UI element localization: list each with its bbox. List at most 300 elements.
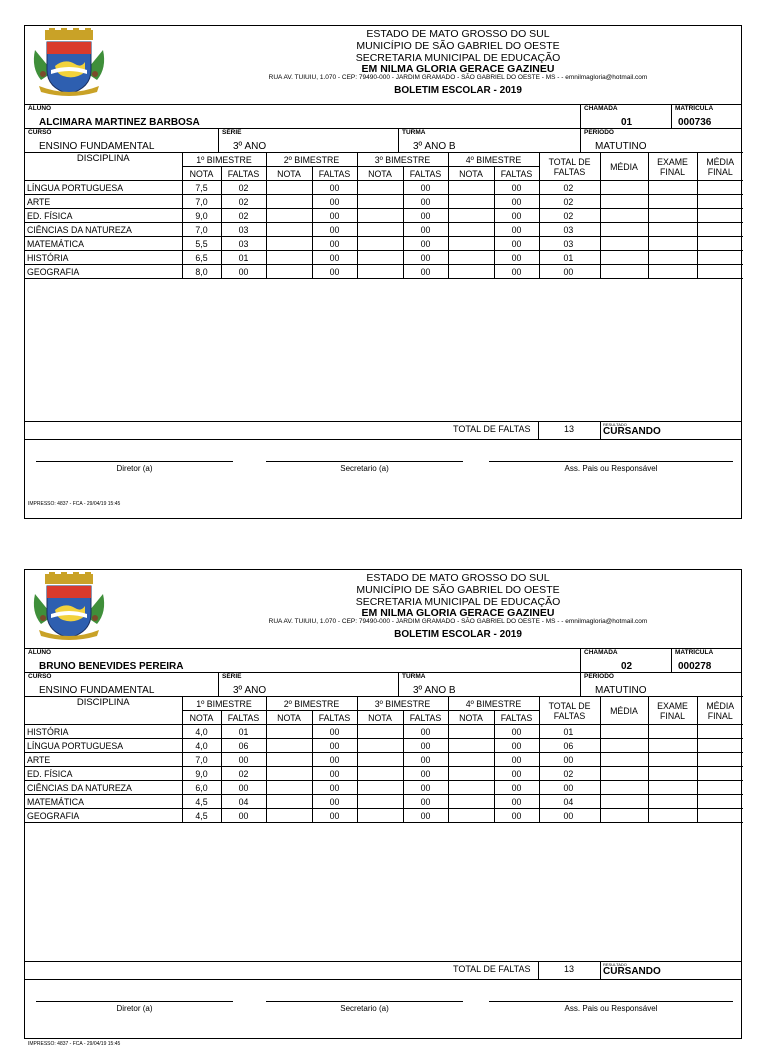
grade-cell [266, 209, 312, 223]
grade-cell [357, 767, 403, 781]
grade-cell: 00 [312, 195, 357, 209]
student-row [25, 648, 741, 673]
report-card-1 [24, 25, 742, 519]
grade-cell: 00 [403, 809, 448, 823]
disciplina-header: DISCIPLINA [25, 153, 182, 181]
grade-cell: 00 [221, 781, 266, 795]
media-header: MÉDIA [600, 697, 648, 725]
grade-cell [600, 809, 648, 823]
total-faltas-label: TOTAL DE FALTAS [453, 964, 531, 974]
secretariat-name: SECRETARIA MUNICIPAL DE EDUCAÇÃO [355, 596, 561, 608]
grade-cell: 00 [403, 767, 448, 781]
bimestre3-header: 3º BIMESTRE [357, 153, 448, 167]
subject-cell: GEOGRAFIA [25, 809, 182, 823]
grade-cell [266, 725, 312, 739]
grade-cell [357, 265, 403, 279]
grade-cell: 7,0 [182, 223, 221, 237]
grade-cell [357, 739, 403, 753]
grade-cell [266, 223, 312, 237]
grade-cell: 00 [403, 781, 448, 795]
grade-cell [600, 209, 648, 223]
grade-cell [357, 725, 403, 739]
card-header [25, 26, 741, 104]
nota-header: NOTA [357, 711, 403, 725]
grade-cell: 00 [494, 251, 539, 265]
municipality-name: MUNICÍPIO DE SÃO GABRIEL DO OESTE [356, 40, 560, 52]
grade-cell [357, 237, 403, 251]
media-final-header: MÉDIA FINAL [697, 153, 743, 181]
grade-cell: 02 [221, 181, 266, 195]
grade-cell: 4,5 [182, 795, 221, 809]
subject-cell: MATEMÁTICA [25, 795, 182, 809]
nota-header: NOTA [448, 711, 494, 725]
grade-cell: 00 [312, 795, 357, 809]
grade-cell [357, 209, 403, 223]
grade-cell [266, 251, 312, 265]
grade-cell [697, 795, 743, 809]
student-name: BRUNO BENEVIDES PEREIRA [39, 661, 184, 672]
grade-cell [600, 237, 648, 251]
disciplina-header: DISCIPLINA [25, 697, 182, 725]
grade-cell [357, 223, 403, 237]
grade-cell: 04 [221, 795, 266, 809]
state-name: ESTADO DE MATO GROSSO DO SUL [366, 572, 550, 584]
grade-cell [600, 767, 648, 781]
grade-cell [357, 809, 403, 823]
secretario-signature-line: Secretario (a) [266, 1001, 463, 1013]
turma-value: 3º ANO B [413, 141, 456, 152]
subject-cell: CIÊNCIAS DA NATUREZA [25, 781, 182, 795]
periodo-label: PERÍODO [584, 129, 614, 136]
matricula-label: MATRÍCULA [675, 649, 714, 656]
grade-cell [697, 265, 743, 279]
grade-cell [648, 753, 697, 767]
course-row [25, 672, 741, 697]
subject-cell: CIÊNCIAS DA NATUREZA [25, 223, 182, 237]
nota-header: NOTA [182, 167, 221, 181]
grade-cell: 02 [539, 195, 600, 209]
grade-cell: 01 [221, 725, 266, 739]
grade-cell: 00 [312, 809, 357, 823]
subject-cell: GEOGRAFIA [25, 265, 182, 279]
grade-cell: 03 [539, 223, 600, 237]
grade-cell: 00 [403, 237, 448, 251]
grade-cell: 00 [403, 725, 448, 739]
grade-cell: 00 [312, 223, 357, 237]
grade-cell [357, 251, 403, 265]
grade-cell: 03 [539, 237, 600, 251]
grade-cell: 01 [221, 251, 266, 265]
grade-cell: 6,5 [182, 251, 221, 265]
grade-cell [266, 181, 312, 195]
grade-cell: 00 [312, 181, 357, 195]
grade-cell: 00 [403, 195, 448, 209]
empty-rows [25, 279, 743, 422]
grade-cell: 06 [221, 739, 266, 753]
responsavel-signature-line: Ass. Pais ou Responsável [489, 1001, 733, 1013]
grade-cell [648, 725, 697, 739]
grade-cell: 00 [494, 767, 539, 781]
grade-cell [357, 753, 403, 767]
grade-cell: 7,5 [182, 181, 221, 195]
secretariat-name: SECRETARIA MUNICIPAL DE EDUCAÇÃO [355, 52, 561, 64]
faltas-header: FALTAS [403, 167, 448, 181]
grade-cell [600, 251, 648, 265]
grade-cell [448, 251, 494, 265]
grade-cell: 7,0 [182, 195, 221, 209]
resultado-label: RESULTADO [603, 962, 627, 967]
header-text [25, 28, 741, 97]
grade-cell: 06 [539, 739, 600, 753]
matricula-value: 000736 [678, 117, 712, 128]
grade-cell [697, 237, 743, 251]
grade-cell: 00 [539, 753, 600, 767]
empty-rows [25, 823, 743, 962]
nota-header: NOTA [448, 167, 494, 181]
grade-cell: 04 [539, 795, 600, 809]
grade-cell: 00 [494, 739, 539, 753]
resultado-value: CURSANDO [603, 426, 661, 437]
table-row [25, 209, 743, 223]
grade-cell [600, 753, 648, 767]
faltas-header: FALTAS [494, 711, 539, 725]
print-footer: IMPRESSO: 4837 - FCA - 29/04/19 15:45 [28, 1041, 121, 1047]
grade-cell: 7,0 [182, 753, 221, 767]
course-row [25, 128, 741, 153]
grade-cell [448, 767, 494, 781]
bimestre3-header: 3º BIMESTRE [357, 697, 448, 711]
bimestre1-header: 1º BIMESTRE [182, 697, 266, 711]
grade-cell: 00 [494, 795, 539, 809]
grade-cell [648, 251, 697, 265]
grade-cell [648, 265, 697, 279]
grade-cell [648, 237, 697, 251]
subject-cell: HISTÓRIA [25, 725, 182, 739]
subject-cell: MATEMÁTICA [25, 237, 182, 251]
faltas-header: FALTAS [221, 711, 266, 725]
grade-cell: 00 [221, 809, 266, 823]
grade-cell [448, 237, 494, 251]
table-row [25, 795, 743, 809]
grade-cell: 9,0 [182, 767, 221, 781]
table-row [25, 739, 743, 753]
grade-cell: 00 [494, 181, 539, 195]
grade-cell: 00 [312, 739, 357, 753]
media-final-header: MÉDIA FINAL [697, 697, 743, 725]
subject-cell: ARTE [25, 195, 182, 209]
subject-cell: LÍNGUA PORTUGUESA [25, 181, 182, 195]
table-row [25, 195, 743, 209]
grade-cell: 4,0 [182, 739, 221, 753]
total-faltas-header: TOTAL DE FALTAS [539, 697, 600, 725]
grade-cell: 00 [494, 809, 539, 823]
grade-cell [448, 739, 494, 753]
grade-cell [266, 795, 312, 809]
grade-cell: 00 [312, 781, 357, 795]
total-faltas-value: 13 [564, 424, 575, 434]
header-text [25, 572, 741, 641]
periodo-value: MATUTINO [595, 685, 647, 696]
grade-cell: 8,0 [182, 265, 221, 279]
turma-label: TURMA [402, 129, 426, 136]
document-title: BOLETIM ESCOLAR - 2019 [394, 629, 522, 640]
nota-header: NOTA [182, 711, 221, 725]
table-row [25, 767, 743, 781]
grade-cell [697, 251, 743, 265]
faltas-header: FALTAS [403, 711, 448, 725]
school-address: RUA AV. TUIUIU, 1.070 - CEP: 79490-000 - JARDIM GRAMADO - SÃO GABRIEL DO OESTE - MS - - emnilmagloria@hotmail.com [268, 618, 648, 625]
aluno-label: ALUNO [28, 105, 52, 112]
exame-final-header: EXAME FINAL [648, 153, 697, 181]
table-row [25, 223, 743, 237]
grade-cell [648, 209, 697, 223]
nota-header: NOTA [266, 711, 312, 725]
aluno-label: ALUNO [28, 649, 52, 656]
chamada-value: 01 [621, 117, 633, 128]
grade-cell [648, 795, 697, 809]
grade-cell: 6,0 [182, 781, 221, 795]
subject-cell: ARTE [25, 753, 182, 767]
grade-cell [697, 739, 743, 753]
grade-cell [600, 795, 648, 809]
grade-cell [648, 781, 697, 795]
grade-cell [648, 195, 697, 209]
grade-cell [600, 725, 648, 739]
grade-cell: 4,5 [182, 809, 221, 823]
grade-cell: 02 [221, 209, 266, 223]
grade-cell [648, 767, 697, 781]
chamada-value: 02 [621, 661, 633, 672]
nota-header: NOTA [266, 167, 312, 181]
grade-cell: 00 [494, 781, 539, 795]
total-row [25, 421, 741, 440]
grade-cell: 4,0 [182, 725, 221, 739]
report-card-2 [24, 569, 742, 1047]
serie-label: SÉRIE [222, 673, 242, 680]
faltas-header: FALTAS [494, 167, 539, 181]
bimestre2-header: 2º BIMESTRE [266, 697, 357, 711]
curso-label: CURSO [28, 129, 52, 136]
table-row [25, 251, 743, 265]
faltas-header: FALTAS [312, 711, 357, 725]
grade-cell: 00 [494, 195, 539, 209]
periodo-label: PERÍODO [584, 673, 614, 680]
grade-cell: 00 [403, 739, 448, 753]
diretor-signature-line: Diretor (a) [36, 461, 233, 473]
grade-cell: 9,0 [182, 209, 221, 223]
grade-cell [600, 265, 648, 279]
grade-cell: 00 [403, 795, 448, 809]
grade-cell [600, 223, 648, 237]
total-faltas-label: TOTAL DE FALTAS [453, 424, 531, 434]
grade-cell: 00 [494, 223, 539, 237]
bimestre4-header: 4º BIMESTRE [448, 697, 539, 711]
school-address: RUA AV. TUIUIU, 1.070 - CEP: 79490-000 - JARDIM GRAMADO - SÃO GABRIEL DO OESTE - MS - - emnilmagloria@hotmail.com [268, 74, 648, 81]
grade-cell: 02 [221, 195, 266, 209]
subject-cell: HISTÓRIA [25, 251, 182, 265]
grades-table [25, 696, 743, 961]
grade-cell: 00 [403, 251, 448, 265]
grade-cell [357, 181, 403, 195]
school-name: EM NILMA GLORIA GERACE GAZINEU [361, 63, 555, 75]
grade-cell: 00 [403, 223, 448, 237]
table-row [25, 237, 743, 251]
grade-cell [697, 809, 743, 823]
grade-cell: 00 [494, 237, 539, 251]
card-header [25, 570, 741, 648]
grade-cell [266, 237, 312, 251]
grade-cell [697, 781, 743, 795]
grade-cell [448, 209, 494, 223]
grade-cell: 00 [539, 809, 600, 823]
grade-cell [448, 181, 494, 195]
subject-cell: ED. FÍSICA [25, 767, 182, 781]
grade-cell [648, 809, 697, 823]
grade-cell [600, 181, 648, 195]
grade-cell [448, 725, 494, 739]
grade-cell: 00 [494, 209, 539, 223]
grade-cell: 03 [221, 237, 266, 251]
periodo-value: MATUTINO [595, 141, 647, 152]
school-name: EM NILMA GLORIA GERACE GAZINEU [361, 607, 555, 619]
grade-cell: 00 [539, 265, 600, 279]
grade-cell: 00 [539, 781, 600, 795]
grade-cell: 00 [403, 753, 448, 767]
grade-cell: 00 [494, 725, 539, 739]
grade-cell [266, 195, 312, 209]
total-row [25, 961, 741, 980]
grade-cell [266, 265, 312, 279]
chamada-label: CHAMADA [584, 649, 618, 656]
diretor-signature-line: Diretor (a) [36, 1001, 233, 1013]
grade-cell [600, 739, 648, 753]
grade-cell: 00 [312, 725, 357, 739]
municipality-name: MUNICÍPIO DE SÃO GABRIEL DO OESTE [356, 584, 560, 596]
grade-cell: 00 [221, 265, 266, 279]
grade-cell [266, 767, 312, 781]
grade-cell [697, 767, 743, 781]
serie-label: SÉRIE [222, 129, 242, 136]
chamada-label: CHAMADA [584, 105, 618, 112]
table-row [25, 181, 743, 195]
curso-value: ENSINO FUNDAMENTAL [39, 141, 155, 152]
grade-cell [648, 181, 697, 195]
grade-cell [600, 781, 648, 795]
table-row [25, 809, 743, 823]
faltas-header: FALTAS [312, 167, 357, 181]
grade-cell: 00 [312, 209, 357, 223]
responsavel-signature-line: Ass. Pais ou Responsável [489, 461, 733, 473]
grade-cell: 02 [539, 181, 600, 195]
exame-final-header: EXAME FINAL [648, 697, 697, 725]
grade-cell [448, 781, 494, 795]
bimestre2-header: 2º BIMESTRE [266, 153, 357, 167]
grade-cell [448, 195, 494, 209]
grade-cell: 02 [539, 767, 600, 781]
grade-cell: 00 [312, 237, 357, 251]
grade-cell: 00 [312, 265, 357, 279]
grade-cell [697, 223, 743, 237]
grade-cell [266, 753, 312, 767]
serie-value: 3º ANO [233, 685, 267, 696]
subject-cell: LÍNGUA PORTUGUESA [25, 739, 182, 753]
grade-cell: 03 [221, 223, 266, 237]
turma-label: TURMA [402, 673, 426, 680]
curso-label: CURSO [28, 673, 52, 680]
grade-cell: 00 [403, 181, 448, 195]
matricula-label: MATRÍCULA [675, 105, 714, 112]
grade-cell [357, 781, 403, 795]
curso-value: ENSINO FUNDAMENTAL [39, 685, 155, 696]
grade-cell [697, 725, 743, 739]
subject-cell: ED. FÍSICA [25, 209, 182, 223]
grade-cell [697, 195, 743, 209]
resultado-label: RESULTADO [603, 422, 627, 427]
grade-cell: 00 [312, 251, 357, 265]
student-name: ALCIMARA MARTINEZ BARBOSA [39, 117, 200, 128]
grade-cell: 02 [539, 209, 600, 223]
grade-cell [357, 195, 403, 209]
grade-cell [648, 223, 697, 237]
grade-cell: 00 [221, 753, 266, 767]
total-faltas-value: 13 [564, 964, 575, 974]
table-row [25, 753, 743, 767]
grade-cell [448, 265, 494, 279]
grade-cell [357, 795, 403, 809]
grade-cell: 00 [312, 767, 357, 781]
document-title: BOLETIM ESCOLAR - 2019 [394, 85, 522, 96]
table-row [25, 725, 743, 739]
grade-cell: 02 [221, 767, 266, 781]
grade-cell: 5,5 [182, 237, 221, 251]
table-row [25, 781, 743, 795]
student-row [25, 104, 741, 129]
matricula-value: 000278 [678, 661, 712, 672]
grade-cell [448, 223, 494, 237]
media-header: MÉDIA [600, 153, 648, 181]
grade-cell: 00 [403, 209, 448, 223]
grade-cell: 01 [539, 725, 600, 739]
faltas-header: FALTAS [221, 167, 266, 181]
grade-cell [448, 795, 494, 809]
grade-cell [697, 753, 743, 767]
grade-cell: 00 [494, 753, 539, 767]
bimestre4-header: 4º BIMESTRE [448, 153, 539, 167]
grade-cell [266, 809, 312, 823]
grade-cell: 00 [312, 753, 357, 767]
grade-cell [697, 181, 743, 195]
total-faltas-header: TOTAL DE FALTAS [539, 153, 600, 181]
turma-value: 3º ANO B [413, 685, 456, 696]
grade-cell [266, 739, 312, 753]
grade-cell [448, 809, 494, 823]
grade-cell [648, 739, 697, 753]
grade-cell: 00 [403, 265, 448, 279]
grade-cell: 01 [539, 251, 600, 265]
grade-cell [600, 195, 648, 209]
nota-header: NOTA [357, 167, 403, 181]
table-row [25, 265, 743, 279]
grades-table [25, 152, 743, 421]
resultado-value: CURSANDO [603, 966, 661, 977]
grade-cell: 00 [494, 265, 539, 279]
serie-value: 3º ANO [233, 141, 267, 152]
print-footer: IMPRESSO: 4837 - FCA - 29/04/19 15:45 [28, 501, 121, 507]
grade-cell [266, 781, 312, 795]
bimestre1-header: 1º BIMESTRE [182, 153, 266, 167]
grade-cell [448, 753, 494, 767]
state-name: ESTADO DE MATO GROSSO DO SUL [366, 28, 550, 40]
